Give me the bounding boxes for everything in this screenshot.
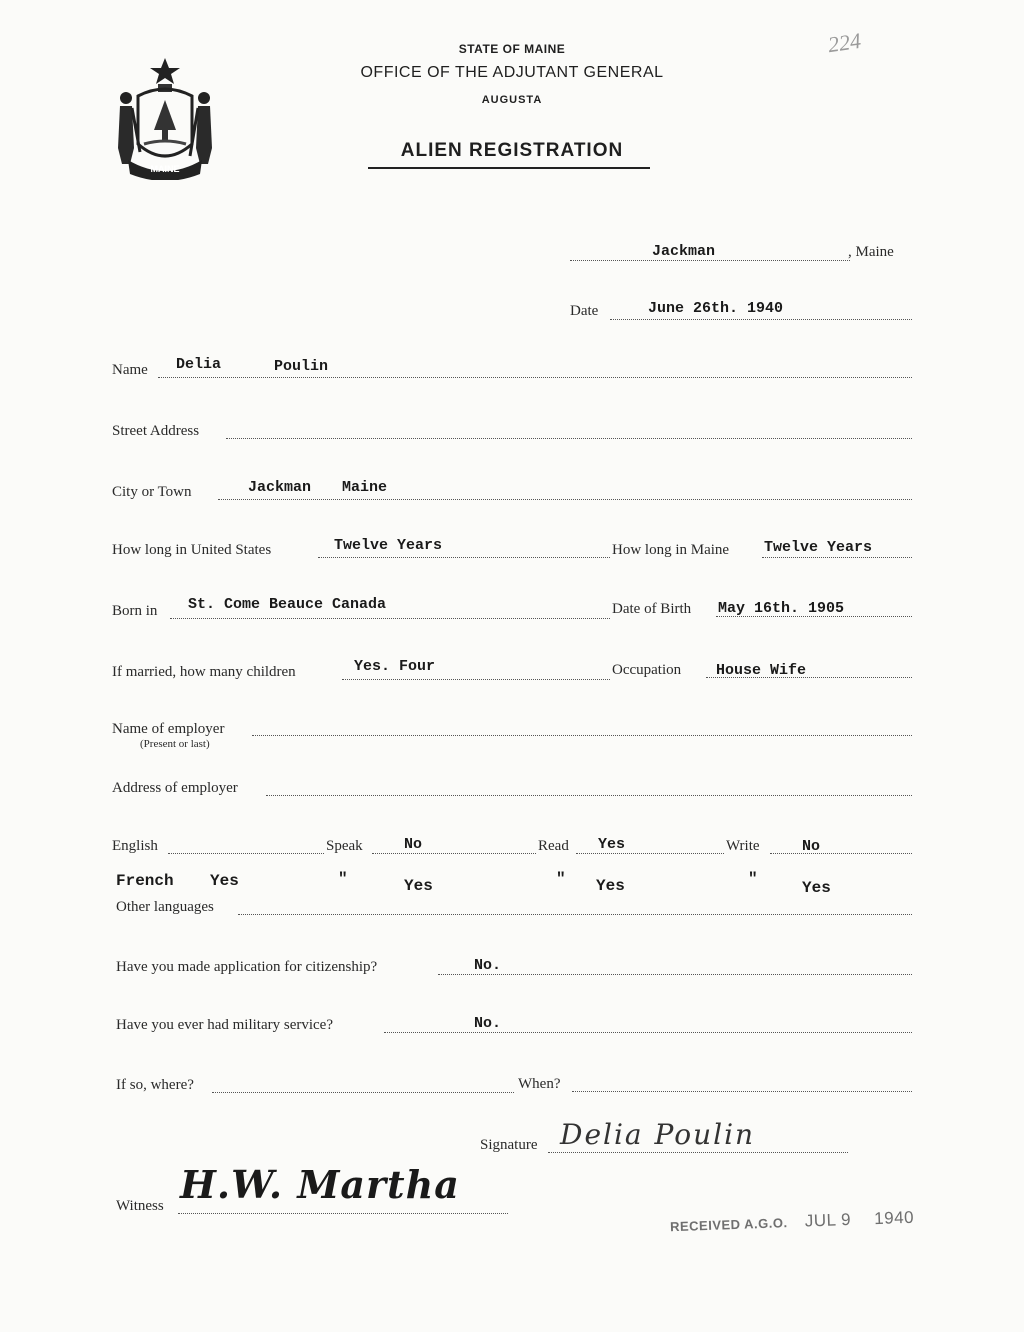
city-line <box>218 498 912 500</box>
form-title: ALIEN REGISTRATION <box>400 140 624 161</box>
children-line <box>342 678 610 680</box>
citizenship-label: Have you made application for citizenship? <box>116 959 378 975</box>
military-line <box>384 1031 912 1033</box>
citizenship-value: No. <box>474 957 502 974</box>
street-label: Street Address <box>112 423 200 439</box>
other-language-known: Yes <box>210 872 239 890</box>
write-label: Write <box>726 838 760 854</box>
name-line <box>158 376 912 378</box>
military-label: Have you ever had military service? <box>116 1017 333 1033</box>
employer-address-line <box>266 794 912 796</box>
stamp-received-text: RECEIVED A.G.O. <box>669 1215 788 1235</box>
location-value: Jackman <box>652 243 716 260</box>
name-label: Name <box>112 362 148 378</box>
street-line <box>226 437 912 439</box>
occupation-label: Occupation <box>612 662 682 678</box>
city-label: City or Town <box>112 484 192 500</box>
ditto-mark: " <box>338 870 348 888</box>
dob-label: Date of Birth <box>612 601 692 617</box>
signature-label: Signature <box>480 1137 538 1153</box>
born-in-line <box>170 617 610 619</box>
employer-label: Name of employer <box>112 721 225 737</box>
citizenship-line <box>438 973 912 975</box>
name-last-value: Poulin <box>274 358 329 375</box>
us-duration-line <box>318 556 610 558</box>
signature-value: Delia Poulin <box>560 1118 756 1151</box>
witness-line <box>178 1212 508 1214</box>
speak-label: Speak <box>326 838 363 854</box>
speak-line <box>372 852 536 854</box>
english-write-value: No <box>802 838 821 855</box>
english-read-value: Yes <box>598 836 626 853</box>
where-label: If so, where? <box>116 1077 194 1093</box>
signature-line <box>548 1151 848 1153</box>
header-office: OFFICE OF THE ADJUTANT GENERAL <box>360 64 664 81</box>
other-languages-line <box>238 913 912 915</box>
received-stamp <box>670 1208 915 1237</box>
date-line <box>610 318 912 320</box>
witness-signature: H.W. Martha <box>180 1162 460 1207</box>
location-suffix: , Maine <box>848 244 894 260</box>
us-duration-value: Twelve Years <box>334 537 443 554</box>
city-state-value: Maine <box>342 479 388 496</box>
date-value: June 26th. 1940 <box>648 300 784 317</box>
other-languages-label: Other languages <box>116 899 214 915</box>
other-read-value: Yes <box>596 877 625 895</box>
english-label: English <box>112 838 158 854</box>
where-line <box>212 1091 514 1093</box>
header-city: AUGUSTA <box>481 94 543 106</box>
us-duration-label: How long in United States <box>112 542 272 558</box>
when-line <box>572 1090 912 1092</box>
stamp-year: 1940 <box>873 1207 915 1229</box>
employer-note: (Present or last) <box>140 738 210 750</box>
ditto-mark: " <box>748 870 758 888</box>
write-line <box>770 852 912 854</box>
english-speak-value: No <box>404 836 423 853</box>
other-write-value: Yes <box>802 879 831 897</box>
stamp-date: JUL 9 <box>804 1209 852 1231</box>
born-in-label: Born in <box>112 603 158 619</box>
other-speak-value: Yes <box>404 877 433 895</box>
employer-address-label: Address of employer <box>112 780 238 796</box>
witness-label: Witness <box>116 1198 164 1214</box>
occupation-value: House Wife <box>716 662 807 679</box>
ditto-mark: " <box>556 870 566 888</box>
children-value: Yes. Four <box>354 658 436 675</box>
maine-duration-value: Twelve Years <box>764 539 873 556</box>
when-label: When? <box>518 1076 561 1092</box>
children-label: If married, how many children <box>112 664 296 680</box>
english-line <box>168 852 324 854</box>
maine-duration-line <box>762 556 912 558</box>
born-in-value: St. Come Beauce Canada <box>188 596 387 613</box>
header-state: STATE OF MAINE <box>458 42 566 56</box>
page-number-mark: 224 <box>826 27 863 58</box>
dob-value: May 16th. 1905 <box>718 600 845 617</box>
date-label: Date <box>570 303 599 319</box>
title-underline <box>368 167 650 169</box>
military-value: No. <box>474 1015 502 1032</box>
seal-banner-text: MAINE <box>150 164 180 174</box>
city-town-value: Jackman <box>248 479 312 496</box>
read-label: Read <box>538 838 569 854</box>
maine-duration-label: How long in Maine <box>612 542 730 558</box>
name-first-value: Delia <box>176 356 222 373</box>
other-language-name: French <box>116 872 174 890</box>
employer-line <box>252 734 912 736</box>
